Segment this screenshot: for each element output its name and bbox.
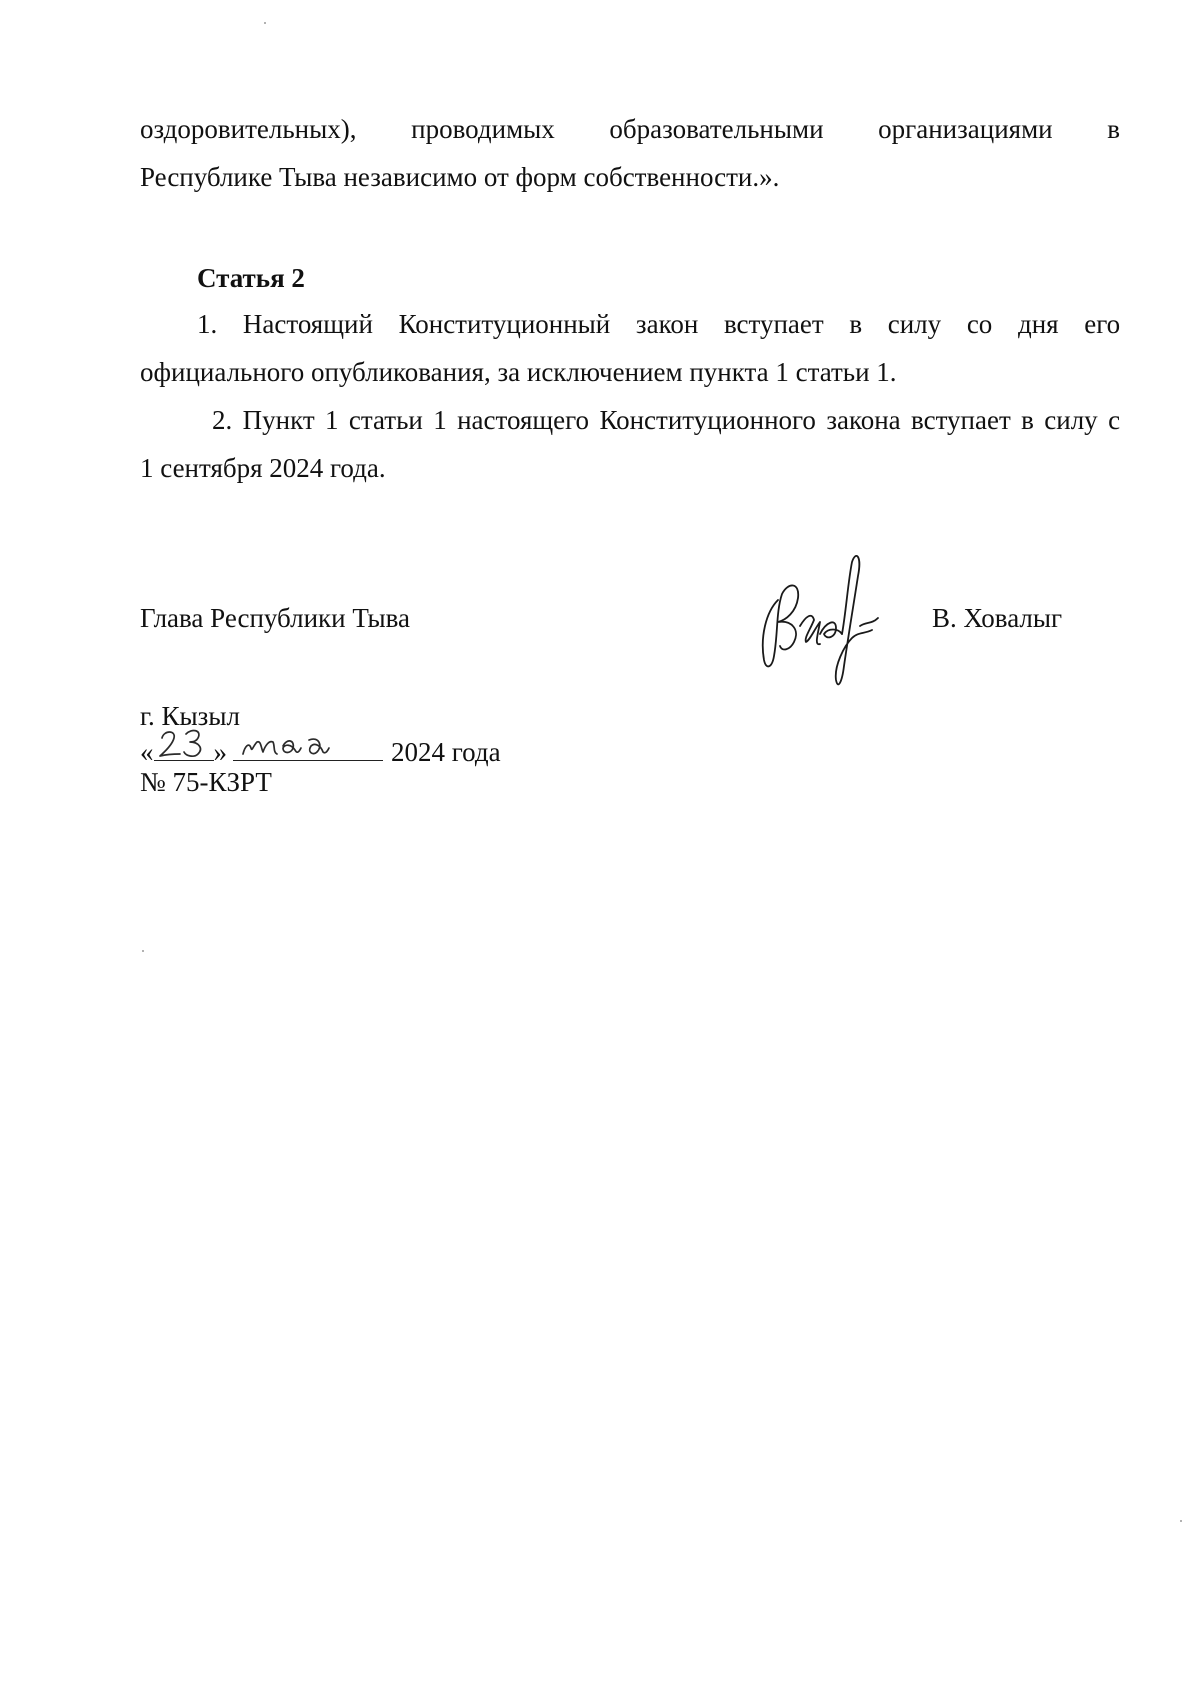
article-point-2-line-2: 1 сентября 2024 года. (140, 453, 386, 483)
close-quote: » (213, 737, 227, 767)
scan-speck (1180, 1520, 1182, 1522)
year-text: 2024 года (391, 737, 501, 767)
word: проводимых (411, 114, 555, 144)
word: 1 (433, 405, 447, 435)
word: организациями (878, 114, 1053, 144)
open-quote: « (140, 737, 154, 767)
word: 2. (212, 405, 233, 435)
scan-speck (264, 22, 266, 24)
word: 1. (197, 309, 218, 339)
word: Конституционный (398, 309, 611, 339)
signatory-name: В. Ховалыг (932, 603, 1063, 633)
word: силу (1044, 405, 1098, 435)
word: вступает (911, 405, 1011, 435)
word: закон (635, 309, 699, 339)
word: в (1021, 405, 1034, 435)
article-point-1-line-1 (197, 300, 1120, 348)
word: статьи (348, 405, 423, 435)
signatory-title: Глава Республики Тыва (140, 603, 411, 633)
scan-speck (142, 950, 144, 952)
continuation-line-2: Республике Тыва независимо от форм собственности.». (140, 162, 780, 192)
handwritten-day (154, 724, 214, 760)
word: Пункт (242, 405, 315, 435)
article-point-2-line-1 (212, 396, 1120, 444)
month-blank (233, 732, 383, 761)
word: настоящего (457, 405, 590, 435)
word: в (1107, 114, 1120, 144)
handwritten-signature (748, 542, 898, 692)
word: силу (887, 309, 942, 339)
word: Конституционного (599, 405, 816, 435)
word: со (966, 309, 993, 339)
signing-date (140, 732, 501, 770)
word: с (1108, 405, 1121, 435)
article-point-1-line-2: официального опубликования, за исключением пункта 1 статьи 1. (140, 357, 897, 387)
article-heading: Статья 2 (197, 263, 305, 293)
handwritten-month (233, 724, 383, 760)
word: вступает (723, 309, 824, 339)
word: в (849, 309, 863, 339)
day-blank (154, 732, 214, 761)
word: дня (1017, 309, 1059, 339)
word: его (1084, 309, 1121, 339)
word: Настоящий (242, 309, 373, 339)
word: оздоровительных), (140, 114, 357, 144)
word: закона (826, 405, 901, 435)
word: образовательными (609, 114, 824, 144)
city-of-signing: г. Кызыл (140, 701, 240, 731)
continuation-line-1 (140, 105, 1120, 153)
law-number: № 75-КЗРТ (140, 767, 272, 797)
word: 1 (325, 405, 339, 435)
